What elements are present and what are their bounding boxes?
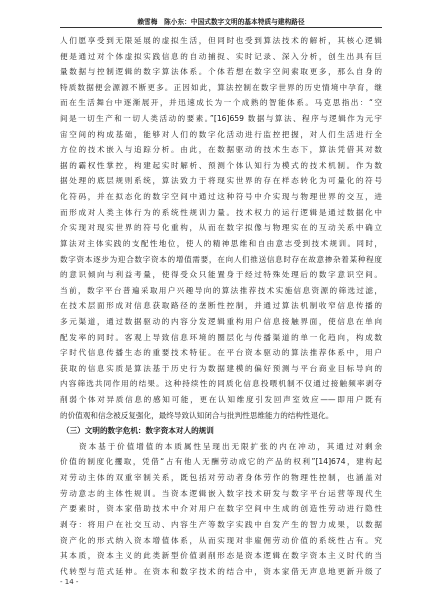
body-line: 产要素时，资本家借助技术中介对用户在数字空间中生成的创造性劳动进行隐性 [60, 504, 382, 514]
header-rule [60, 27, 382, 28]
body-line: 代转型与范式延伸。在资本和数字技术的结合中，资本家借无声息地更新升级了 [60, 566, 382, 576]
body-line: 配发率的同时。客观上导致信息环境的圈层化与传播渠道的单一化趋向，构成数 [60, 332, 382, 342]
page-number: - 14 - [60, 578, 79, 586]
body-line: 多元渠道，通过数据驱动的内容分发逻辑重构用户信息接触界面，使信息在单向 [60, 316, 382, 326]
body-line: 介实现对现实世界的符号化重构，从而在数字拟像与物理实在的互动关系中确立 [60, 223, 382, 233]
body-line: 在技术层面形成对信息获取路径的垄断性控制，并通过算法机制收窄信息传播的 [60, 301, 382, 311]
body-line: 算法对主体实践的支配性地位，使人的精神思维和自由意志受到技术规训。同时， [60, 238, 382, 248]
body-line: 剥夺：将用户在社交互动、内容生产等数字实践中自发产生的智力成果，以数据 [60, 519, 382, 529]
body-line: 内容筛选共同作用的结果。这种持续性的同质化信息投喂机制不仅通过接触频率剥夺 [60, 379, 382, 389]
body-line: 而在生活舞台中逐渐展开，并迅速成长为一个成熟的智能体系。马克思指出：“空 [60, 98, 382, 108]
body-line: 当前，数字平台普遍采取用户兴趣导向的算法推荐技术实施信息资源的筛选过滤， [60, 285, 382, 295]
body-line: 获取的信息实质是算法基于历史行为数据建模的偏好预测与平台商业目标导向的 [60, 363, 382, 373]
body-line: 宙空间的构成基础，能够对人们的数字化活动进行监控把握，对人们生活进行全 [60, 129, 382, 139]
body-line: 资产化的形式纳入资本增值体系，从而实现对非雇佣劳动价值的系统性占有。究 [60, 535, 382, 545]
section-heading: （三）文明的数字危机：数字资本对人的规训 [62, 426, 214, 436]
body-line: 特质数据便会源源不断更多。正因如此，算法控制在数字世界的历史情境中孕育，继 [60, 82, 382, 92]
body-line: 劳动意志的主体性规训。当资本逻辑嵌入数字技术研发与数字平台运营等现代生 [60, 488, 382, 498]
body-line: 数字资本逐步为迎合数字资本的增值需要，在向人们推送信息时存在故意掺杂着某种程度 [60, 254, 382, 264]
body-line: 价值的制度化攫取，凭借“占有他人无酬劳动成它的产品的权利”[14]674，建构起 [60, 457, 382, 467]
body-line: 据的霸权性掌控，构建起实时解析、预测个体认知行为模式的技术机制。作为数 [60, 160, 382, 170]
body-line: 对劳动主体的双重宰制关系，既包括对劳动者身体劳作的物理性控制，也涵盖对 [60, 473, 382, 483]
body-line: 其本质，资本主义的此类新型价值剥削形态是资本逻辑在数字资本主义时代的当 [60, 551, 382, 561]
body-text [60, 33, 382, 579]
body-line: 方位的技术嵌入与追踪分析。由此，在数据驱动的技术生态下，算法凭借其对数 [60, 145, 382, 155]
body-line: 据处理的底层规则系统，算法致力于将现实世界的存在样态转化为可量化的符号 [60, 176, 382, 186]
body-line: 量数据与控制逻辑的数字算法体系。个体若想在数字空间索取更多，那么自身的 [60, 67, 382, 77]
body-line: 的价值观和信念被反复强化，最终导致认知闭合与批判性思维能力的结构性退化。 [60, 410, 334, 420]
body-line: 间是一切生产和一切人类活动的要素。”[16]659 数据与算法、程序与逻辑作为元宇 [60, 114, 382, 124]
body-line: 化符码，并在拟态化的数字空间中通过这种符号中介实现与物理世界的交互，进 [60, 192, 382, 202]
running-header: 赖雪梅 陈小东：中国式数字文明的基本特质与建构路径 [137, 18, 305, 26]
body-line: 字时代信息传播生态的重要技术特征。在平台资本驱动的算法推荐体系中，用户 [60, 348, 382, 358]
body-line: 而形成对人类主体行为的系统性规训力量。技术权力的运行逻辑是通过数据化中 [60, 207, 382, 217]
body-line: 的意识倾向与利益考量，使得受众只能置身于经过特殊处理后的数字意识空间。 [60, 270, 382, 280]
body-line: 削弱个体对异质信息的感知可能，更在认知维度引发回声室效应——即用户既有 [60, 395, 382, 405]
body-line: 人们愿享受到无限延展的虚拟生活，但同时也受到算法技术的解析，其核心逻辑 [60, 36, 382, 45]
body-line: 资本基于价值增值的本质属性呈现出无限扩张的内在冲动，其通过对剩余 [60, 441, 382, 451]
body-line: 便是通过对个体虚拟实践信息的自动捕捉、实时记录、深入分析，创生出具有巨 [60, 51, 382, 61]
